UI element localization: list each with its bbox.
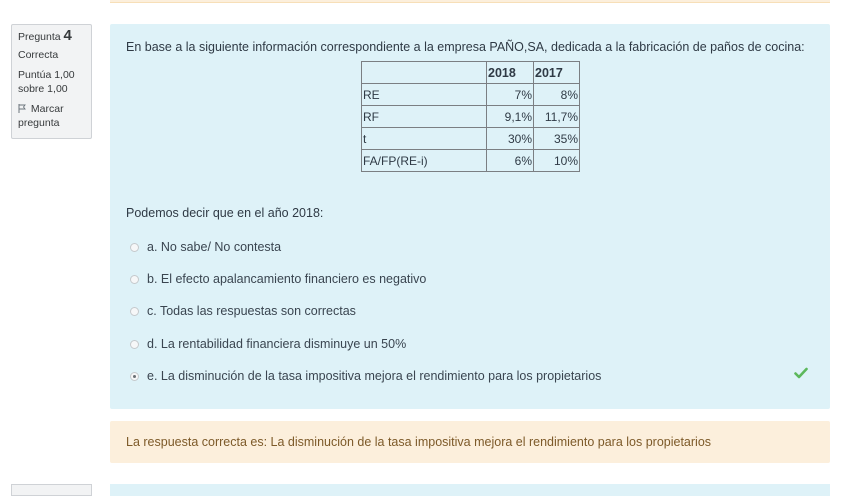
right-answer-text: La respuesta correcta es: La disminución de la tasa impositiva mejora el rendimiento para los propietarios	[126, 435, 712, 449]
previous-feedback-strip	[110, 0, 830, 3]
question-formulation	[110, 24, 830, 409]
question-grade: Puntúa 1,00 sobre 1,00	[18, 69, 75, 95]
radio-button[interactable]	[130, 307, 139, 316]
question-number	[18, 29, 85, 44]
table-header-cell: 2018	[487, 62, 534, 84]
question-text: En base a la siguiente información correspondiente a la empresa PAÑO,SA, dedicada a la fabricación de paños de cocina:	[126, 40, 805, 54]
question-number-value: 4	[63, 27, 72, 44]
table-row	[362, 128, 580, 150]
flag-icon	[18, 104, 26, 113]
radio-button[interactable]	[130, 243, 139, 252]
table-cell: FA/FP(RE-i)	[362, 150, 487, 172]
radio-button-selected[interactable]	[130, 372, 139, 381]
table-cell: 9,1%	[487, 106, 534, 128]
answer-option-a[interactable]	[130, 237, 810, 257]
radio-button[interactable]	[130, 340, 139, 349]
answer-option-label: e. La disminución de la tasa impositiva mejora el rendimiento para los propietarios	[147, 369, 602, 383]
flag-question-label: Marcar pregunta	[18, 103, 64, 129]
table-header-cell: 2017	[534, 62, 580, 84]
table-cell: 7%	[487, 84, 534, 106]
table-header-row	[362, 62, 580, 84]
table-row	[362, 106, 580, 128]
question-info-panel	[11, 24, 92, 139]
flag-question-link[interactable]	[18, 102, 85, 130]
table-cell: 10%	[534, 150, 580, 172]
answer-option-d[interactable]	[130, 334, 810, 354]
data-table	[361, 61, 580, 172]
answer-option-e[interactable]	[130, 366, 810, 386]
table-cell: 6%	[487, 150, 534, 172]
next-question-formulation	[110, 484, 830, 496]
radio-button[interactable]	[130, 275, 139, 284]
table-cell: RF	[362, 106, 487, 128]
table-cell: t	[362, 128, 487, 150]
right-answer-feedback	[110, 421, 830, 463]
answer-option-label: c. Todas las respuestas son correctas	[147, 304, 356, 318]
table-cell: 11,7%	[534, 106, 580, 128]
table-cell: 30%	[487, 128, 534, 150]
answer-option-label: a. No sabe/ No contesta	[147, 240, 282, 254]
check-icon	[794, 367, 808, 379]
question-prompt: Podemos decir que en el año 2018:	[126, 206, 324, 220]
answer-option-b[interactable]	[130, 269, 810, 289]
table-row	[362, 84, 580, 106]
question-number-label: Pregunta	[18, 31, 61, 43]
question-state: Correcta	[18, 49, 59, 61]
answer-option-label: b. El efecto apalancamiento financiero es negativo	[147, 272, 427, 286]
answer-option-c[interactable]	[130, 301, 810, 321]
table-cell: 35%	[534, 128, 580, 150]
table-cell: 8%	[534, 84, 580, 106]
answer-option-label: d. La rentabilidad financiera disminuye un 50%	[147, 337, 407, 351]
table-row	[362, 150, 580, 172]
next-question-info-panel	[11, 484, 92, 496]
table-header-cell	[362, 62, 487, 84]
table-cell: RE	[362, 84, 487, 106]
